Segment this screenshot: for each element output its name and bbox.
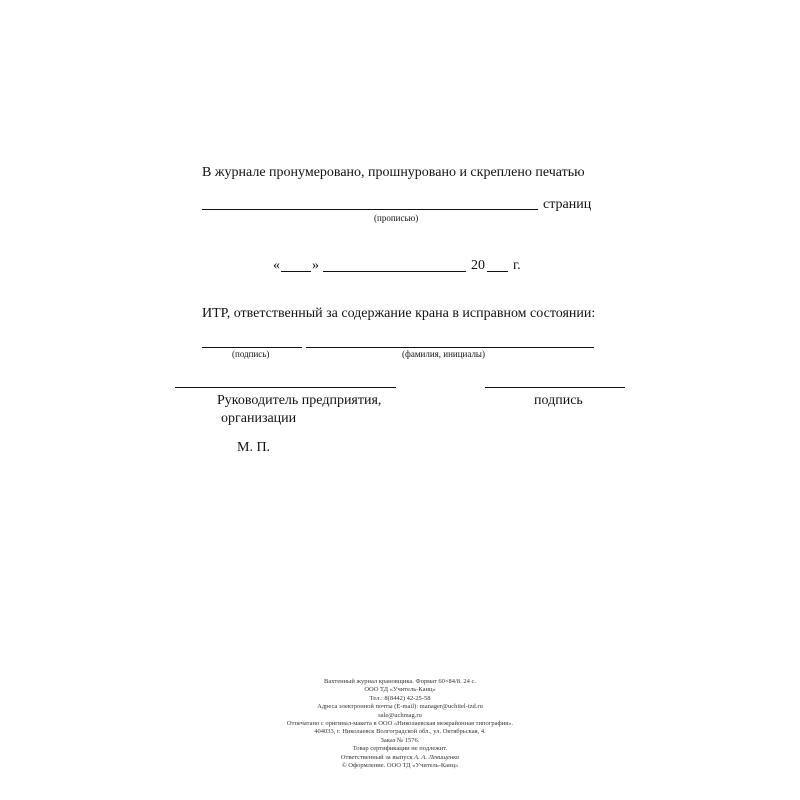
head-signature-label: подпись [534, 393, 583, 408]
imprint-line: ООО ТД «Учитель-Канц» [364, 686, 436, 694]
name-caption: (фамилия, инициалы) [402, 349, 485, 359]
pages-word: страниц [543, 197, 592, 212]
imprint-line: Товар сертификации не подлежит. [352, 745, 448, 753]
day-line [281, 271, 311, 272]
imprint-responsible-name: А. А. Левищенко [414, 753, 460, 761]
imprint-block [250, 678, 550, 770]
head-signature-line [485, 387, 625, 388]
imprint-line: Заказ № 1576. [380, 736, 420, 744]
month-line [323, 271, 466, 272]
responsible-signature-line [202, 347, 302, 348]
responsible-statement: ИТР, ответственный за содержание крана в исправном состоянии: [202, 306, 596, 321]
certification-statement: В журнале пронумеровано, прошнуровано и скреплено печатью [202, 165, 585, 180]
imprint-line [250, 754, 550, 762]
imprint-line: Вахтенный журнал крановщика. Формат 60×84/8. 24 с. [324, 678, 476, 685]
date-open-quote: « [273, 258, 280, 273]
imprint-line: Отпечатано с оригинал-макета в ООО «Николаевская межрайонная типография». [286, 720, 514, 728]
head-title-line [175, 387, 396, 388]
signature-caption: (подпись) [232, 349, 270, 359]
imprint-line: Тел.: 8(8442) 42-25-58 [369, 694, 431, 702]
date-close-quote: » [312, 258, 319, 273]
imprint-line: sale@uchmag.ru [378, 711, 422, 719]
head-title-line2: организации [221, 411, 297, 426]
year-suffix: г. [513, 258, 521, 273]
imprint-line: 404033, г. Николаевск Волгоградской обл., ул. Октябрьская, 4. [314, 728, 486, 736]
seal-label: М. П. [237, 440, 271, 455]
imprint-line: Адреса электронной почты (E-mail): manager@uchitel-izd.ru [317, 703, 483, 711]
in-words-caption: (прописью) [374, 213, 419, 223]
head-title-line1: Руководитель предприятия, [217, 393, 382, 408]
year-prefix: 20 [471, 258, 485, 273]
imprint-line: © Оформление. ООО ТД «Учитель-Канц» [341, 762, 459, 770]
year-line [487, 271, 508, 272]
page-count-line [202, 209, 538, 210]
responsible-name-line [306, 347, 594, 348]
imprint-responsible-label: Ответственный за выпуск [340, 753, 413, 761]
